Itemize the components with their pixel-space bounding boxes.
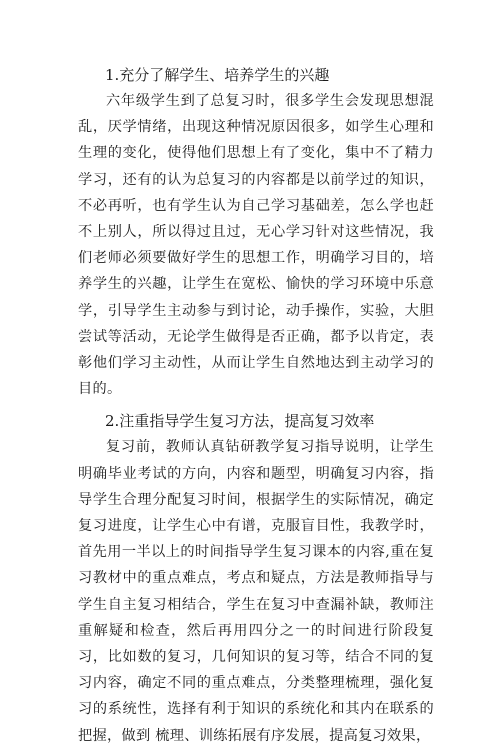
document-page	[78, 62, 434, 749]
section-2-heading: 2.注重指导学生复习方法，提高复习效率	[105, 412, 375, 431]
section-1-paragraph: 六年级学生到了总复习时，很多学生会发现思想混乱，厌学情绪，出现这种情况原因很多，如学生心理和生理的变化，使得他们思想上有了变化，集中不了精力学习，还有的认为总复习的内容都是以前学过的知识，不必再听，也有学生认为自己学习基础差，怎么学也赶不上别人，所以得过且过，无心学习针对这些情况，我们老师必须要做好学生的思想工作，明确学习目的，培养学生的兴趣，让学生在宽松、愉快的学习环境中乐意学，引导学生主动参与到讨论，动手操作，实验，大胆尝试等活动，无论学生做得是否正确，都予以肯定，表彰他们学习主动性，从而让学生自然地达到主动学习的目的。	[78, 93, 434, 398]
section-2-paragraph: 复习前，教师认真钻研教学复习指导说明，让学生明确毕业考试的方向，内容和题型，明确复习内容，指导学生合理分配复习时间，根据学生的实际情况，确定复习进度，让学生心中有谱，克服盲目性，我教学时，首先用一半以上的时间指导学生复习课本的内容,重在复习教材中的重点难点，考点和疑点，方法是教师指导与学生自主复习相结合，学生在复习中查漏补缺，教师注重解疑和检查，然后再用四分之一的时间进行阶段复习，比如数的复习，几何知识的复习等，结合不同的复习内容，确定不同的重点难点，分类整理梳理，强化复习的系统性，选择有利于知识的系统化和其内在联系的把握，做到 梳理、训练拓展有序发展，提高复习效果，	[78, 439, 434, 744]
section-1-heading: 1.充分了解学生、培养学生的兴趣	[105, 66, 330, 84]
